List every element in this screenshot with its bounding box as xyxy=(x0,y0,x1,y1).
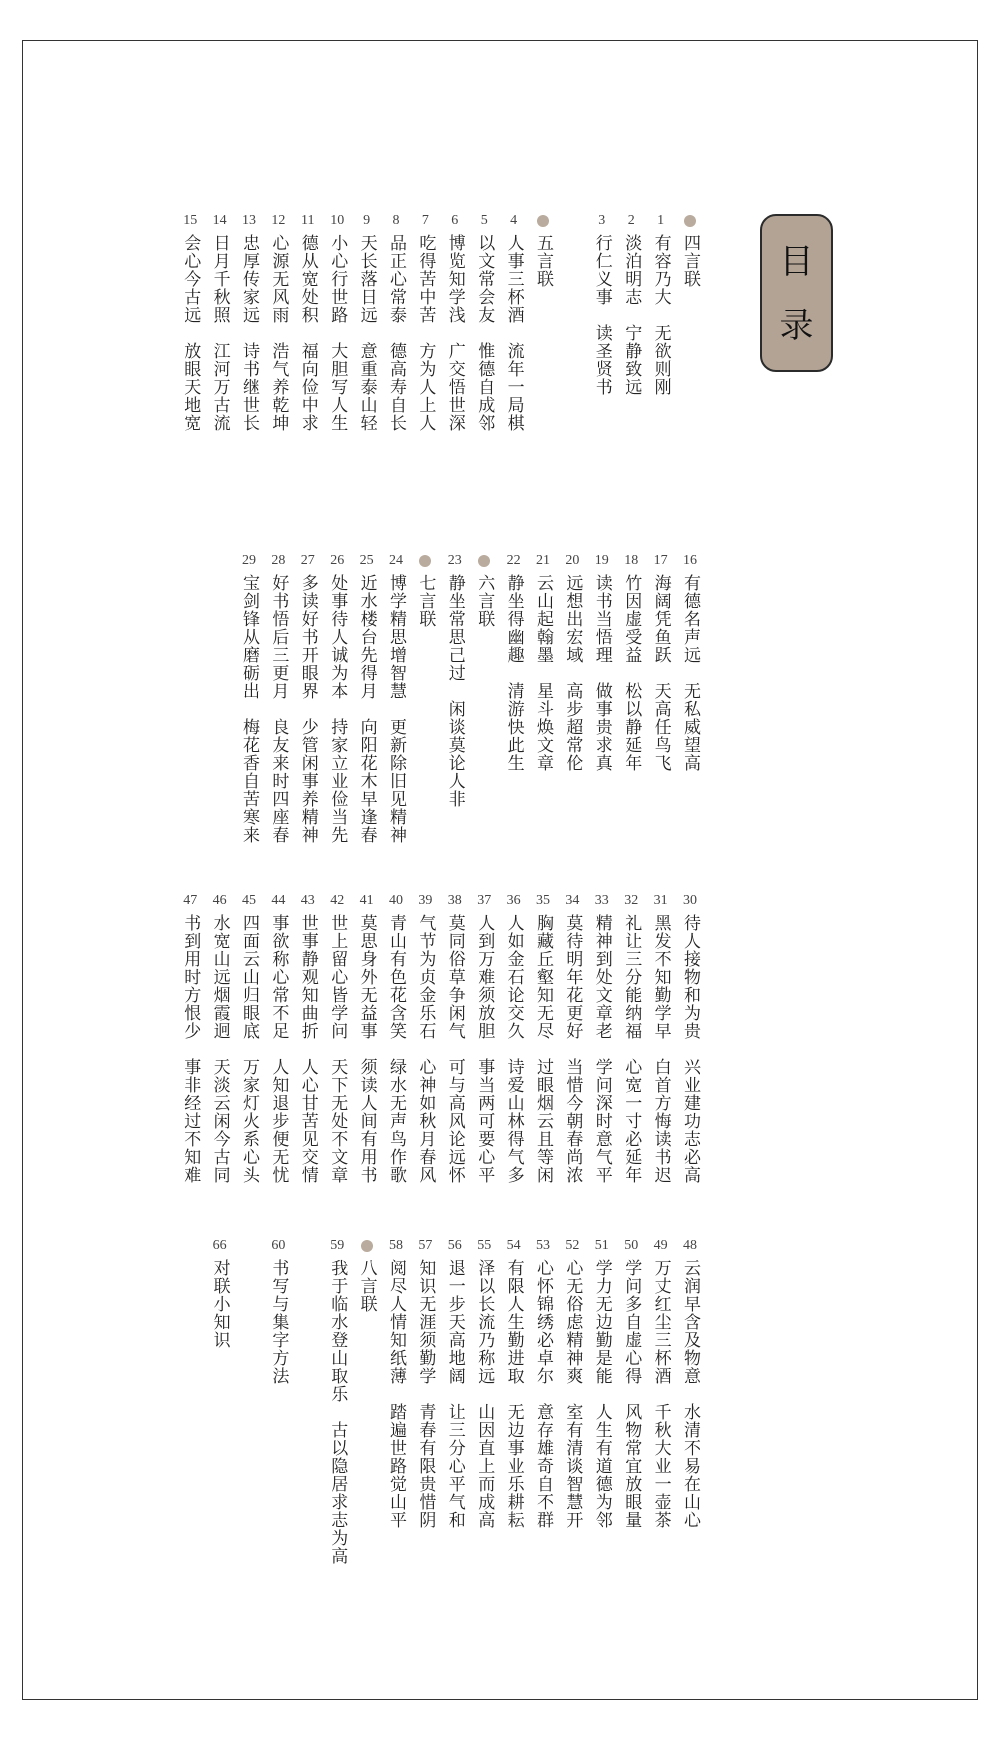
page-number: 43 xyxy=(300,893,315,908)
entry-text: 好书悟后三更月 良友来时四座春 xyxy=(268,574,289,844)
entry-text: 人到万难须放胆 事当两可要心平 xyxy=(474,914,495,1184)
entry-text: 莫同俗草争闲气 可与高风论远怀 xyxy=(444,914,465,1184)
page-number: 57 xyxy=(418,1238,433,1253)
page-number: 18 xyxy=(624,553,639,568)
entry-text: 学力无边勤是能 人生有道德为邻 xyxy=(591,1259,612,1529)
toc-entry[interactable] xyxy=(322,1235,352,1569)
page-number: 32 xyxy=(624,893,639,908)
toc-entry[interactable] xyxy=(293,550,323,848)
toc-title-char: 录 xyxy=(779,306,814,346)
toc-entry[interactable] xyxy=(616,890,646,1188)
toc-entry[interactable] xyxy=(263,210,293,436)
entry-text: 胸藏丘壑知无尽 过眼烟云且等闲 xyxy=(533,914,553,1184)
entry-text: 世上留心皆学问 天下无处不文章 xyxy=(327,914,348,1184)
page-number: 28 xyxy=(271,553,286,568)
page-number: 8 xyxy=(392,213,400,228)
entry-text: 礼让三分能纳福 心宽一寸必延年 xyxy=(621,914,642,1184)
section-header xyxy=(528,210,558,292)
entry-text: 淡泊明志 宁静致远 xyxy=(621,234,642,396)
entry-text: 天长落日远 意重泰山轻 xyxy=(356,234,377,432)
toc-entry[interactable] xyxy=(381,890,411,1188)
toc-entry[interactable] xyxy=(557,550,587,776)
entry-text: 事欲称心常不足 人知退步便无忧 xyxy=(268,914,289,1184)
entry-text: 有容乃大 无欲则刚 xyxy=(650,234,671,396)
toc-title-char: 目 xyxy=(779,242,814,282)
page-number: 30 xyxy=(683,893,697,908)
toc-entry[interactable] xyxy=(528,890,558,1188)
entry-text: 青山有色花含笑 绿水无声鸟作歌 xyxy=(386,914,406,1184)
page-number: 2 xyxy=(627,213,635,228)
page-number: 36 xyxy=(506,893,521,908)
page-number: 14 xyxy=(212,213,227,228)
section-header xyxy=(675,210,705,292)
entry-text: 书到用时方恨少 事非经过不知难 xyxy=(180,914,201,1184)
page-number: 37 xyxy=(477,893,492,908)
toc-entry[interactable] xyxy=(646,550,676,776)
entry-text: 阅尽人情知纸薄 踏遍世路觉山平 xyxy=(386,1259,406,1529)
page-number: 39 xyxy=(418,893,433,908)
toc-entry[interactable] xyxy=(469,1235,499,1533)
toc-entry[interactable] xyxy=(322,890,352,1188)
entry-text: 行仁义事 读圣贤书 xyxy=(591,234,612,396)
entry-text: 黑发不知勤学早 白首方悔读书迟 xyxy=(650,914,671,1184)
toc-entry[interactable] xyxy=(440,890,470,1188)
toc-entry[interactable] xyxy=(499,1235,529,1533)
toc-entry[interactable] xyxy=(440,1235,470,1533)
entry-text: 人如金石论交久 诗爱山林得气多 xyxy=(503,914,524,1184)
section-header xyxy=(410,550,440,632)
entry-text: 莫待明年花更好 当惜今朝春尚浓 xyxy=(562,914,583,1184)
entry-text: 世事静观知曲折 人心甘苦见交情 xyxy=(297,914,318,1184)
toc-entry[interactable] xyxy=(616,210,646,400)
toc-entry[interactable] xyxy=(175,890,205,1188)
toc-entry[interactable] xyxy=(263,550,293,848)
page-number: 27 xyxy=(300,553,315,568)
section-label: 七言联 xyxy=(415,574,436,628)
toc-entry[interactable] xyxy=(675,550,705,776)
section-header xyxy=(469,550,499,632)
toc-entry[interactable] xyxy=(352,210,382,436)
entry-text: 吃得苦中苦 方为人上人 xyxy=(415,234,436,432)
toc-entry[interactable] xyxy=(381,210,411,436)
toc-entry[interactable] xyxy=(205,890,235,1188)
page-number: 11 xyxy=(301,213,315,228)
page-number: 55 xyxy=(477,1238,492,1253)
page-number: 6 xyxy=(451,213,459,228)
section-bullet-icon xyxy=(478,555,490,567)
section-label: 六言联 xyxy=(474,574,495,628)
page-number: 47 xyxy=(183,893,198,908)
page-number: 66 xyxy=(212,1238,227,1253)
page-number: 21 xyxy=(536,553,550,568)
page-number: 51 xyxy=(594,1238,609,1253)
entry-text: 有限人生勤进取 无边事业乐耕耘 xyxy=(503,1259,524,1529)
toc-entry[interactable] xyxy=(469,210,499,436)
toc-entry[interactable] xyxy=(352,550,382,848)
page-number: 25 xyxy=(359,553,374,568)
section-header xyxy=(352,1235,382,1317)
entry-text: 心源无风雨 浩气养乾坤 xyxy=(268,234,289,432)
page-number: 16 xyxy=(683,553,697,568)
entry-text: 对联小知识 xyxy=(209,1259,230,1349)
page-number: 56 xyxy=(447,1238,462,1253)
page-number: 44 xyxy=(271,893,286,908)
toc-entry[interactable] xyxy=(499,550,529,776)
page-number: 45 xyxy=(242,893,256,908)
page-number: 10 xyxy=(330,213,345,228)
entry-text: 泽以长流乃称远 山因直上而成高 xyxy=(474,1259,495,1529)
toc-entry[interactable] xyxy=(410,210,440,436)
toc-entry[interactable] xyxy=(205,1235,235,1353)
entry-text: 以文常会友 惟德自成邻 xyxy=(474,234,495,432)
section-bullet-icon xyxy=(684,215,696,227)
page-number: 4 xyxy=(510,213,518,228)
page-number: 60 xyxy=(271,1238,286,1253)
toc-entry[interactable] xyxy=(557,1235,587,1533)
entry-text: 会心今古远 放眼天地宽 xyxy=(180,234,201,432)
page-number: 26 xyxy=(330,553,345,568)
toc-entry[interactable] xyxy=(352,890,382,1188)
entry-text: 心怀锦绣必卓尔 意存雄奇自不群 xyxy=(533,1259,553,1529)
entry-text: 人事三杯酒 流年一局棋 xyxy=(503,234,524,432)
entry-text: 远想出宏域 高步超常伦 xyxy=(562,574,583,772)
page-number: 33 xyxy=(594,893,609,908)
toc-entry[interactable] xyxy=(293,210,323,436)
toc-entry[interactable] xyxy=(263,890,293,1188)
page-number: 53 xyxy=(536,1238,550,1253)
toc-entry[interactable] xyxy=(234,550,264,848)
page-number: 22 xyxy=(506,553,521,568)
entry-text: 知识无涯须勤学 青春有限贵惜阴 xyxy=(415,1259,436,1529)
toc-entry[interactable] xyxy=(234,210,264,436)
entry-text: 忠厚传家远 诗书继世长 xyxy=(239,234,259,432)
toc-entry[interactable] xyxy=(616,1235,646,1533)
entry-text: 心无俗虑精神爽 室有清谈智慧开 xyxy=(562,1259,583,1529)
toc-entry[interactable] xyxy=(440,210,470,436)
entry-text: 水宽山远烟霞迥 天淡云闲今古同 xyxy=(209,914,230,1184)
page-number: 34 xyxy=(565,893,580,908)
page-number: 20 xyxy=(565,553,580,568)
page-number: 24 xyxy=(389,553,403,568)
toc-entry[interactable] xyxy=(646,1235,676,1533)
entry-text: 学问多自虚心得 风物常宜放眼量 xyxy=(621,1259,642,1529)
page-number: 17 xyxy=(653,553,668,568)
toc-entry[interactable] xyxy=(646,890,676,1188)
entry-text: 精神到处文章老 学问深时意气平 xyxy=(591,914,612,1184)
toc-entry[interactable] xyxy=(381,550,411,848)
page-number: 58 xyxy=(389,1238,403,1253)
toc-entry[interactable] xyxy=(440,550,470,812)
page-number: 15 xyxy=(183,213,198,228)
page-number: 54 xyxy=(506,1238,521,1253)
toc-entry[interactable] xyxy=(469,890,499,1188)
page-number: 29 xyxy=(242,553,256,568)
entry-text: 德从宽处积 福向俭中求 xyxy=(297,234,318,432)
page-number: 40 xyxy=(389,893,403,908)
entry-text: 静坐常思己过 闲谈莫论人非 xyxy=(444,574,465,808)
toc-entry[interactable] xyxy=(675,1235,705,1533)
entry-text: 读书当悟理 做事贵求真 xyxy=(591,574,612,772)
section-bullet-icon xyxy=(419,555,431,567)
entry-text: 书写与集字方法 xyxy=(268,1259,289,1385)
entry-text: 博览知学浅 广交悟世深 xyxy=(444,234,465,432)
page-number: 52 xyxy=(565,1238,580,1253)
toc-entry[interactable] xyxy=(587,210,617,400)
toc-entry[interactable] xyxy=(587,1235,617,1533)
page-number: 19 xyxy=(594,553,609,568)
section-bullet-icon xyxy=(361,1240,373,1252)
entry-text: 宝剑锋从磨砺出 梅花香自苦寒来 xyxy=(239,574,259,844)
toc-entry[interactable] xyxy=(646,210,676,400)
toc-entry[interactable] xyxy=(557,890,587,1188)
entry-text: 云山起翰墨 星斗焕文章 xyxy=(533,574,553,772)
entry-text: 莫思身外无益事 须读人间有用书 xyxy=(356,914,377,1184)
entry-text: 四面云山归眼底 万家灯火系心头 xyxy=(239,914,259,1184)
page-number: 35 xyxy=(536,893,550,908)
entry-text: 气节为贞金乐石 心神如秋月春风 xyxy=(415,914,436,1184)
page-number: 38 xyxy=(447,893,462,908)
section-label: 五言联 xyxy=(533,234,553,288)
page-number: 3 xyxy=(598,213,606,228)
toc-entry[interactable] xyxy=(381,1235,411,1533)
page-number: 9 xyxy=(363,213,371,228)
page-number: 42 xyxy=(330,893,345,908)
toc-title-box xyxy=(760,214,833,372)
section-label: 四言联 xyxy=(680,234,700,288)
page-number: 41 xyxy=(359,893,374,908)
page-number: 13 xyxy=(242,213,256,228)
section-bullet-icon xyxy=(537,215,549,227)
page-number: 49 xyxy=(653,1238,668,1253)
toc-entry[interactable] xyxy=(410,1235,440,1533)
toc-entry[interactable] xyxy=(293,890,323,1188)
page-number: 59 xyxy=(330,1238,345,1253)
toc-entry[interactable] xyxy=(234,890,264,1188)
page-number: 7 xyxy=(421,213,429,228)
page-number: 50 xyxy=(624,1238,639,1253)
toc-entry[interactable] xyxy=(499,210,529,436)
entry-text: 博学精思增智慧 更新除旧见精神 xyxy=(386,574,406,844)
entry-text: 小心行世路 大胆写人生 xyxy=(327,234,348,432)
entry-text: 万丈红尘三杯酒 千秋大业一壶茶 xyxy=(650,1259,671,1529)
toc-entry[interactable] xyxy=(587,550,617,776)
entry-text: 云润早含及物意 水清不易在山心 xyxy=(680,1259,700,1529)
entry-text: 退一步天高地阔 让三分心平气和 xyxy=(444,1259,465,1529)
page-number: 46 xyxy=(212,893,227,908)
page-number: 31 xyxy=(653,893,668,908)
entry-text: 近水楼台先得月 向阳花木早逢春 xyxy=(356,574,377,844)
entry-text: 有德名声远 无私威望高 xyxy=(680,574,700,772)
toc-entry[interactable] xyxy=(528,1235,558,1533)
entry-text: 品正心常泰 德高寿自长 xyxy=(386,234,406,432)
toc-entry[interactable] xyxy=(587,890,617,1188)
toc-entry[interactable] xyxy=(263,1235,293,1389)
page-number: 1 xyxy=(657,213,665,228)
entry-text: 竹因虚受益 松以静延年 xyxy=(621,574,642,772)
toc-entry[interactable] xyxy=(410,890,440,1188)
entry-text: 静坐得幽趣 清游快此生 xyxy=(503,574,524,772)
entry-text: 处事待人诚为本 持家立业俭当先 xyxy=(327,574,348,844)
toc-entry[interactable] xyxy=(528,550,558,776)
toc-entry[interactable] xyxy=(205,210,235,436)
toc-entry[interactable] xyxy=(322,550,352,848)
entry-text: 待人接物和为贵 兴业建功志必高 xyxy=(680,914,700,1184)
page-number: 23 xyxy=(447,553,462,568)
page-number: 12 xyxy=(271,213,286,228)
entry-text: 我于临水登山取乐 古以隐居求志为高 xyxy=(327,1259,348,1565)
section-label: 八言联 xyxy=(356,1259,377,1313)
toc-entry[interactable] xyxy=(499,890,529,1188)
toc-entry[interactable] xyxy=(175,210,205,436)
toc-entry[interactable] xyxy=(616,550,646,776)
toc-entry[interactable] xyxy=(322,210,352,436)
page-number: 5 xyxy=(480,213,488,228)
entry-text: 多读好书开眼界 少管闲事养精神 xyxy=(297,574,318,844)
toc-entry[interactable] xyxy=(675,890,705,1188)
entry-text: 日月千秋照 江河万古流 xyxy=(209,234,230,432)
entry-text: 海阔凭鱼跃 天高任鸟飞 xyxy=(650,574,671,772)
page-number: 48 xyxy=(683,1238,697,1253)
